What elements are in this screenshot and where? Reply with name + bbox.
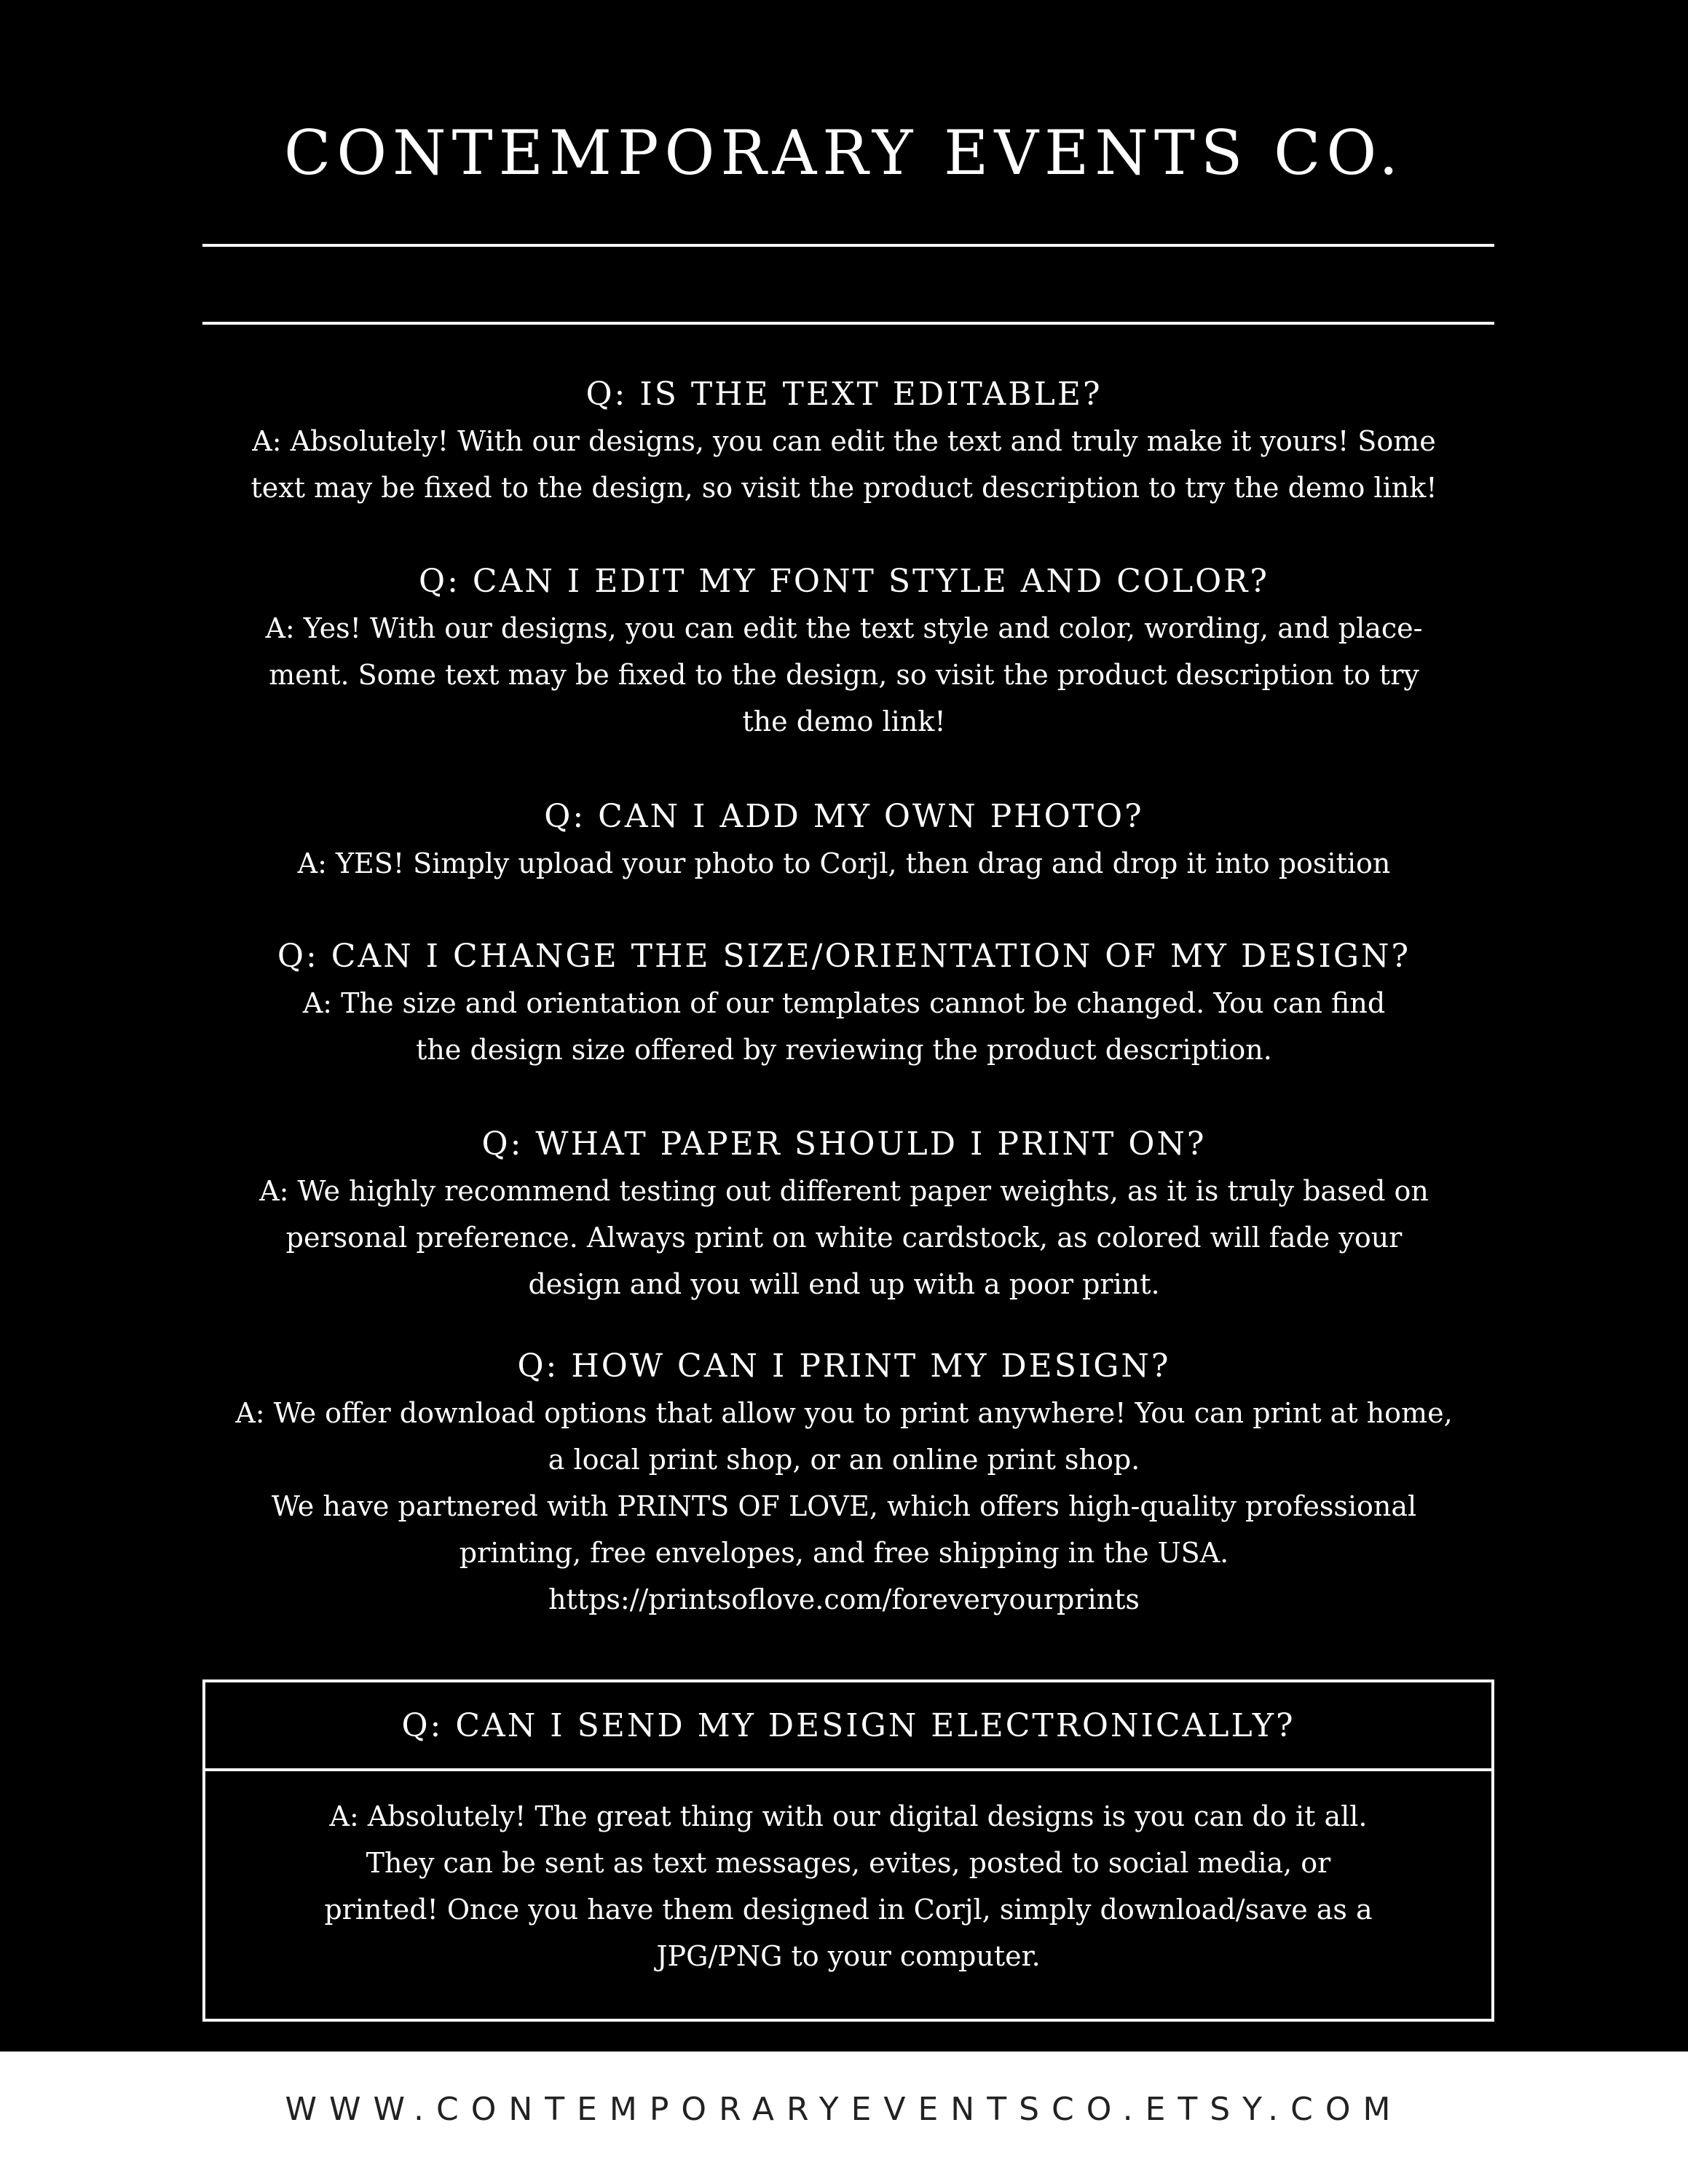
faq-question: Q: IS THE TEXT EDITABLE?: [585, 376, 1103, 413]
faq-answer-line: JPG/PNG to your computer.: [656, 1940, 1041, 1972]
faq-boxed-send-electronically: [202, 1679, 1494, 2022]
faq-item-paper: [167, 1121, 1521, 1307]
faq-item-printing: [167, 1343, 1521, 1623]
faq-answer-line: A: We offer download options that allow you to print anywhere! You can print at home,: [235, 1397, 1453, 1429]
faq-question: Q: CAN I CHANGE THE SIZE/ORIENTATION OF MY DESIGN?: [277, 938, 1411, 975]
title-divider-top: [202, 244, 1494, 247]
faq-question: Q: HOW CAN I PRINT MY DESIGN?: [517, 1348, 1171, 1385]
faq-answer-line: A: YES! Simply upload your photo to Corjl, then drag and drop it into position: [297, 847, 1391, 879]
faq-answer-line: A: The size and orientation of our templates cannot be changed. You can find: [302, 987, 1386, 1019]
faq-item-font-style: [167, 558, 1521, 745]
faq-answer-line: personal preference. Always print on white cardstock, as colored will fade your: [285, 1222, 1403, 1254]
faq-answer-line: the design size offered by reviewing the product description.: [416, 1034, 1272, 1066]
faq-answer-line: text may be fixed to the design, so visit the product description to try the demo link!: [251, 472, 1437, 504]
faq-answer: [167, 1390, 1521, 1623]
faq-answer-line: A: Yes! With our designs, you can edit the text style and color, wording, and place-: [265, 612, 1423, 644]
page-title: CONTEMPORARY EVENTS CO.: [283, 117, 1405, 189]
faq-answer-line: a local print shop, or an online print shop.: [548, 1444, 1140, 1476]
footer-website-link[interactable]: WWW.CONTEMPORARYEVENTSCO.ETSY.COM: [285, 2091, 1403, 2128]
faq-answer: [167, 840, 1521, 887]
faq-answer-line: the demo link!: [742, 705, 946, 737]
faq-answer-line: design and you will end up with a poor print.: [528, 1268, 1160, 1300]
faq-question: Q: CAN I EDIT MY FONT STYLE AND COLOR?: [419, 563, 1269, 600]
faq-answer-line: printed! Once you have them designed in Corjl, simply download/save as a: [324, 1894, 1373, 1926]
faq-answer-line: printing, free envelopes, and free shipping in the USA.: [459, 1537, 1229, 1569]
faq-answer-line: They can be sent as text messages, evites, posted to social media, or: [366, 1847, 1331, 1879]
faq-answer-line: ment. Some text may be fixed to the design, so visit the product description to try: [269, 659, 1419, 691]
faq-answer: [167, 980, 1521, 1073]
faq-question: Q: CAN I ADD MY OWN PHOTO?: [544, 798, 1144, 835]
title-divider-bottom: [202, 322, 1494, 325]
faq-answer-line: A: Absolutely! The great thing with our digital designs is you can do it all.: [329, 1800, 1368, 1832]
faq-question: Q: CAN I SEND MY DESIGN ELECTRONICALLY?: [205, 1682, 1491, 1771]
faq-answer: [167, 418, 1521, 511]
faq-answer: [167, 1168, 1521, 1307]
faq-answer-line: We have partnered with PRINTS OF LOVE, which offers high-quality professional: [271, 1490, 1417, 1522]
faq-item-text-editable: [167, 371, 1521, 511]
faq-answer-line: A: Absolutely! With our designs, you can edit the text and truly make it yours! Some: [252, 425, 1436, 457]
faq-answer-link[interactable]: https://printsoflove.com/foreveryourprints: [548, 1583, 1140, 1615]
faq-item-size-orientation: [167, 933, 1521, 1073]
faq-question: Q: WHAT PAPER SHOULD I PRINT ON?: [481, 1125, 1207, 1163]
faq-answer: [167, 605, 1521, 745]
faq-item-own-photo: [167, 794, 1521, 887]
faq-answer: [205, 1771, 1491, 1979]
faq-answer-line: A: We highly recommend testing out different paper weights, as it is truly based on: [259, 1175, 1429, 1207]
